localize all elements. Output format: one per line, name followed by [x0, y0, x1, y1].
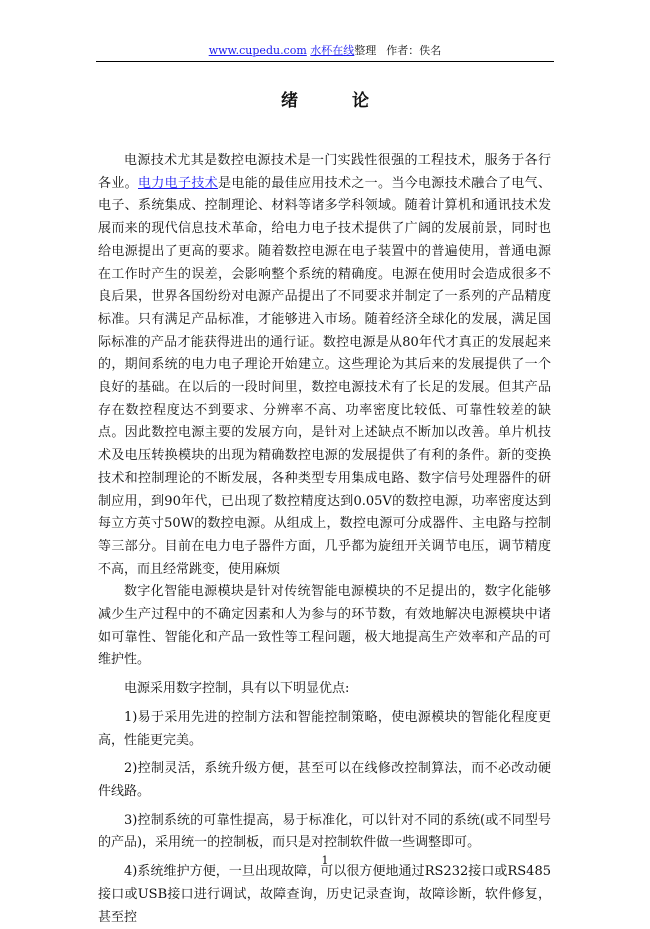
page-header: [96, 44, 554, 58]
advantage-item: 1)易于采用先进的控制方法和智能控制策略，使电源模块的智能化程度更高，性能更完美。: [98, 709, 551, 748]
site-link[interactable]: www.cupedu.com: [208, 44, 307, 57]
advantage-item: 2)控制灵活，系统升级方便，甚至可以在线修改控制算法，而不必改动硬件线路。: [98, 761, 551, 799]
header-divider: [96, 61, 554, 62]
compiled-label: 整理: [354, 44, 377, 57]
advantages-intro: 电源采用数字控制，具有以下明显优点:: [124, 681, 350, 697]
advantage-item: 4)系统维护方便，一旦出现故障，可以很方便地通过RS232接口或RS485接口或USB接口进行调试，故障查询，历史记录查询，故障诊断，软件修复，甚至控: [98, 864, 551, 925]
digital-module-paragraph: 数字化智能电源模块是针对传统智能电源模块的不足提出的，数字化能够减少生产过程中的不确定因素和人为参与的环节数，有效地解决电源模块中诸如可靠性、智能化和产品一致性等工程问题，极大地提高生产效率和产品的可维护性。: [98, 584, 551, 668]
power-electronics-link[interactable]: 电力电子技术: [138, 175, 218, 191]
intro-paragraph: [98, 150, 551, 581]
intro-text-rest: 是电能的最佳应用技术之一。当今电源技术融合了电气、电子、系统集成、控制理论、材料等诸多学科领域。随着计算机和通讯技术发展而来的现代信息技术革命，给电力电子技术提供了广阔的发展前景，同时也给电源提出了更高的要求。随着数控电源在电子装置中的普遍使用，普通电源在工作时产生的误差，会影响整个系统的精确度。电源在使用时会造成很多不良后果，世界各国纷纷对电源产品提出了不同要求并制定了一系列的产品精度标准。只有满足产品标准，才能够进入市场。随着经济全球化的发展，满足国际标准的产品才能获得进出的通行证。数控电源是从80年代才真正的发展起来的，期间系统的电力电子理论开始建立。这些理论为其后来的发展提供了一个良好的基础。在以后的一段时间里，数控电源技术有了长足的发展。但其产品存在数控程度达不到要求、分辨率不高、功率密度比较低、可靠性较差的缺点。因此数控电源主要的发展方向，是针对上述缺点不断加以改善。单片机技术及电压转换模块的出现为精确数控电源的发展提供了有利的条件。新的变换技术和控制理论的不断发展，各种类型专用集成电路、数字信号处理器件的研制应用，到90年代，已出现了数控精度达到0.05V的数控电源，功率密度达到每立方英寸50W的数控电源。从组成上，数控电源可分成器件、主电路与控制等三部分。目前在电力电子器件方面，几乎都为旋纽开关调节电压，调节精度不高，而且经常跳变，使用麻烦: [98, 175, 551, 577]
org-link[interactable]: 水杯在线: [310, 44, 355, 57]
page-number: 1: [321, 854, 329, 867]
advantage-item: 3)控制系统的可靠性提高，易于标准化，可以针对不同的系统(或不同型号的产品)，采用统一的控制板，而只是对控制软件做一些调整即可。: [98, 812, 551, 851]
author-label: 作者：佚名: [386, 44, 442, 57]
page-title: 绪 论: [281, 91, 393, 111]
document-body: [98, 150, 551, 929]
intro-text-start: 电源技术尤其是数控电源技术是一门实践性很强的工程技术，服务于各行各业。: [98, 153, 551, 191]
